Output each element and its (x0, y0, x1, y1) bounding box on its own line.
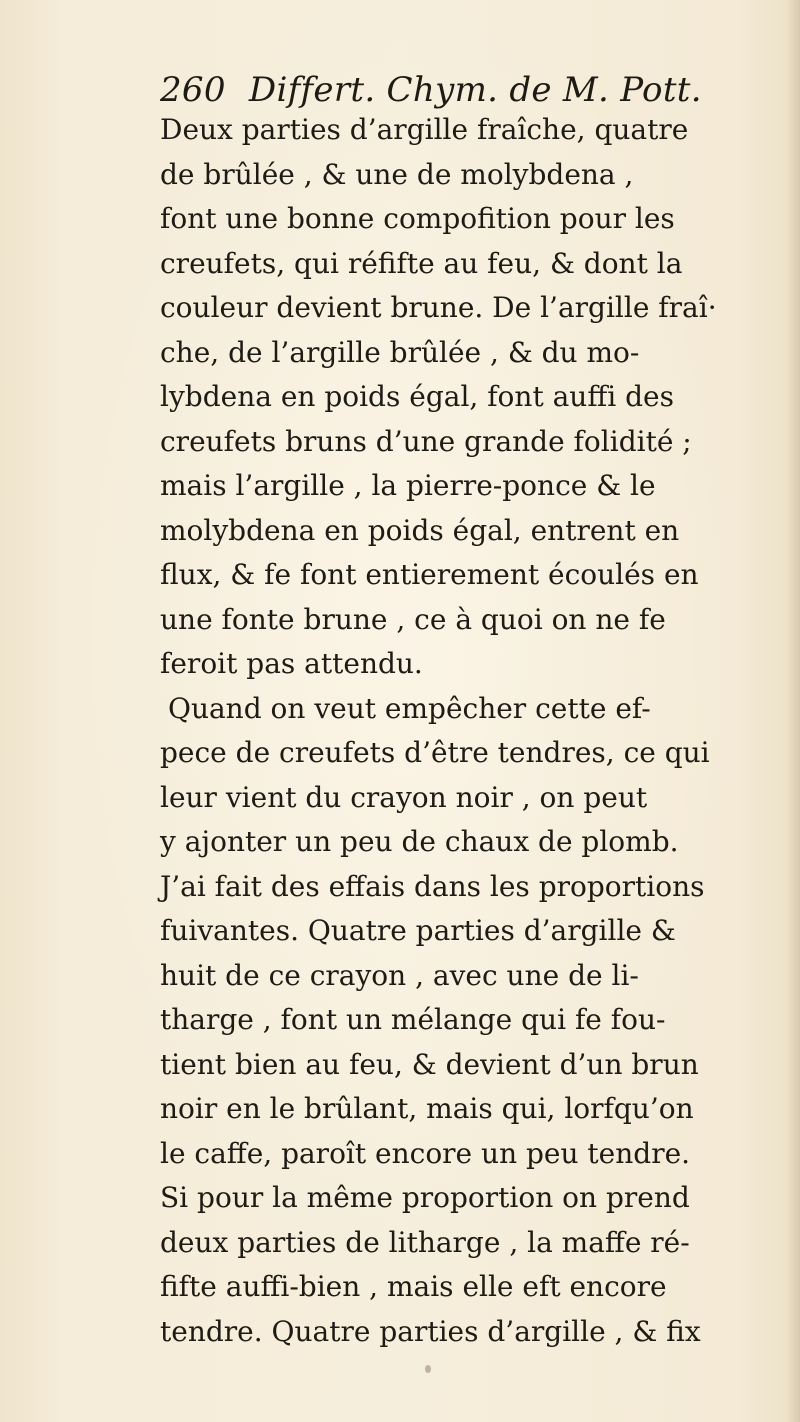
text-line: de brûlée , & une de molybdena , (160, 157, 634, 191)
text-line: che, de l’argille brûlée , & du mo- (160, 335, 640, 369)
text-line: mais l’argille , la pierre-ponce & le (160, 469, 656, 502)
text-line: tharge , font un mélange qui fe fou- (160, 1003, 666, 1036)
text-line: le caffe, paroît encore un peu tendre. (160, 1136, 691, 1170)
text-line: J’ai fait des effais dans les proportions (160, 869, 705, 903)
text-line: molybdena en poids égal, entrent en (160, 513, 680, 547)
text-line: deux parties de litharge , la maffe ré- (160, 1225, 690, 1259)
running-head (160, 70, 720, 110)
text-line: lybdena en poids égal, font auffi des (160, 380, 674, 413)
text-line: fuivantes. Quatre parties d’argille & (160, 914, 676, 947)
text-line: flux, & fe font entierement écoulés en (160, 558, 699, 591)
text-line: noir en le brûlant, mais qui, lorfqu’on (160, 1092, 694, 1125)
text-line: y ajonter un peu de chaux de plomb. (160, 825, 679, 858)
text-line: creufets bruns d’une grande folidité ; (160, 424, 692, 458)
page-edge-shadow (786, 0, 800, 1422)
text-line: couleur devient brune. De l’argille fraî· (160, 291, 717, 324)
text-line: Deux parties d’argille fraîche, quatre (160, 113, 689, 146)
text-line: font une bonne compofition pour les (160, 202, 675, 235)
text-line: une fonte brune , ce à quoi on ne fe (160, 602, 666, 636)
text-line: Si pour la même proportion on prend (160, 1181, 690, 1214)
text-line: pece de creufets d’être tendres, ce qui (160, 736, 710, 769)
text-line: creufets, qui réfifte au feu, & dont la (160, 246, 683, 280)
running-title: Differt. Chym. de M. Pott. (248, 70, 702, 110)
text-line: huit de ce crayon , avec une de li- (160, 958, 639, 992)
ink-speck (425, 1365, 431, 1373)
text-line: tendre. Quatre parties d’argille , & fix (160, 1314, 701, 1348)
body-text (160, 108, 740, 1354)
text-line: tient bien au feu, & devient d’un brun (160, 1047, 699, 1081)
text-line: fifte auffi-bien , mais elle eft encore (160, 1270, 667, 1303)
text-line: leur vient du crayon noir , on peut (160, 780, 648, 814)
paragraph-start-line: Quand on veut empêcher cette ef- (168, 691, 651, 725)
page-number: 260 (160, 70, 226, 110)
text-line: feroit pas attendu. (160, 647, 423, 680)
